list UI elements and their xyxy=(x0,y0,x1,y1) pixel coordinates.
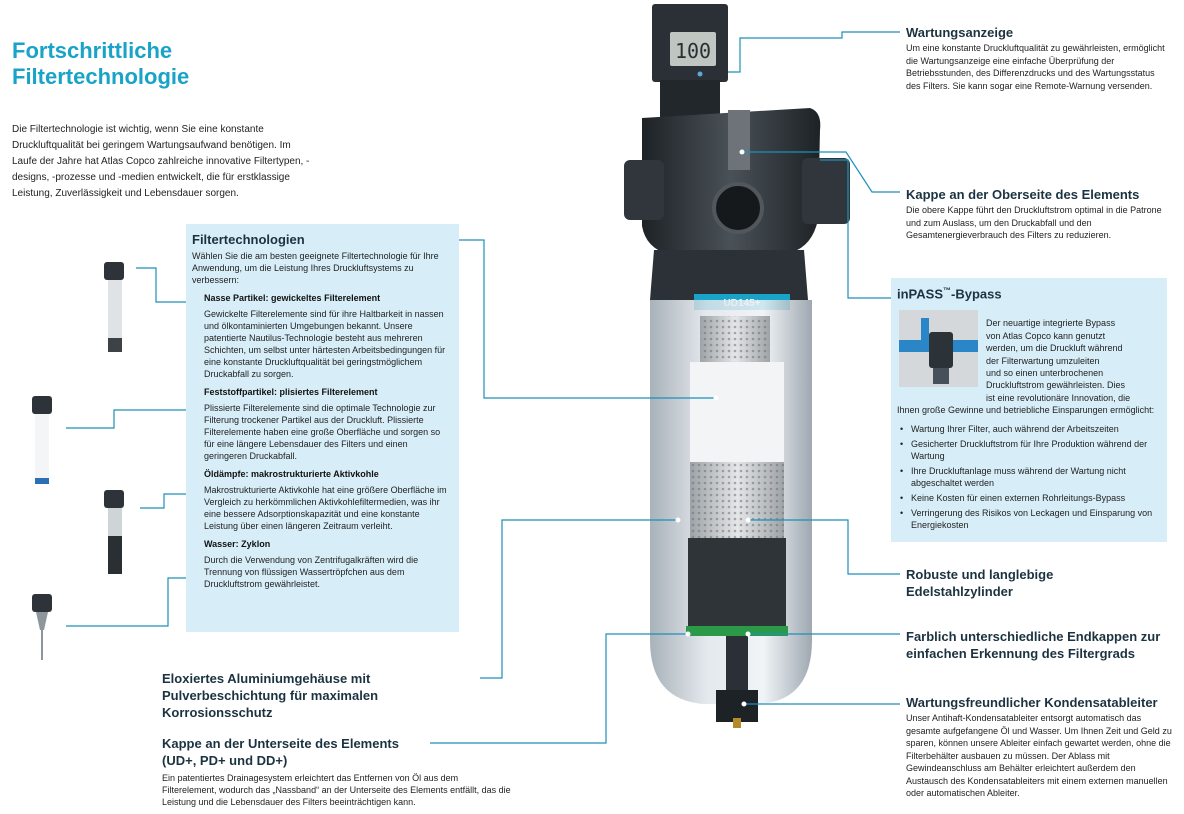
tech-item-title: Öldämpfe: makrostrukturierte Aktivkohle xyxy=(204,469,379,479)
callout-text: Die obere Kappe führt den Druckluftstrom optimal in die Patrone und zum Auslass, um den Druckabfall und den Gesamtenergieverbrauch des Filters zu reduzieren. xyxy=(906,205,1162,240)
callout-bottom-cap xyxy=(162,735,512,808)
tech-item-text: Plissierte Filterelemente sind die optimale Technologie zur Filterung trockener Partikel aus der Druckluft. Plissierte Filterelemente haben eine große Oberfläche und sorgen so für eine längere Lebensdauer des Filters und einen geringeren Druckabfall. xyxy=(204,403,441,461)
condensate-drain xyxy=(716,690,758,722)
callout-text: Unser Antihaft-Kondensatableiter entsorgt automatisch das gesamte aufgefangene Öl und Wasser. Um Ihnen Zeit und Geld zu sparen, können unsere Ableiter einfach gewartet werden, ohne die Filterbehälter ausbauen zu müssen. Der Ablass mit Gewindeanschluss am Behälter erleichtert außerdem den Austausch des Kondensatableiters mit einem externen manuellen oder automatischen Ableiter. xyxy=(906,713,1172,798)
tech-item-text: Durch die Verwendung von Zentrifugalkräften wird die Trennung von flüssigen Wassertröpfchen aus dem Druckluftstrom gewährleistet. xyxy=(204,555,419,589)
callout-title: Wartungsfreundlicher Kondensatableiter xyxy=(906,695,1158,710)
list-item: • Wartung Ihrer Filter, auch während der Arbeitszeiten xyxy=(897,423,1159,435)
tech-item-wrapped xyxy=(192,292,451,380)
tech-item-carbon xyxy=(192,468,451,532)
tech-item-title: Nasse Partikel: gewickeltes Filterelement xyxy=(204,293,381,303)
filter-technologies-panel xyxy=(186,224,459,632)
activated-carbon-layer xyxy=(688,538,786,628)
tech-item-cyclone xyxy=(192,538,451,590)
tech-item-pleated xyxy=(192,386,451,462)
callout-maintenance-indicator xyxy=(906,24,1166,92)
callout-title-line: Edelstahlzylinder xyxy=(906,584,1013,599)
thumb-wrapped-element xyxy=(104,262,124,352)
callout-title: Wartungsanzeige xyxy=(906,25,1014,40)
callout-end-caps xyxy=(906,628,1182,662)
bypass-title: inPASS™-Bypass xyxy=(897,286,1002,302)
callout-title-line: Eloxiertes Aluminiumgehäuse mit xyxy=(162,671,371,686)
list-item: • Ihre Druckluftanlage muss während der Wartung nicht abgeschaltet werden xyxy=(897,465,1159,489)
maintenance-display-value: 100 xyxy=(674,39,712,63)
filter-technologies-intro: Wählen Sie die am besten geeignete Filtertechnologie für Ihre Anwendung, um die Leistung Ihres Druckluftsystems zu verbessern: xyxy=(192,251,439,285)
outlet-port xyxy=(802,158,850,224)
filter-media-wrap xyxy=(690,362,784,462)
tech-item-title: Wasser: Zyklon xyxy=(204,539,271,549)
callout-drain xyxy=(906,694,1178,800)
thumb-cyclone-element xyxy=(32,594,52,660)
callout-title-line: Farblich unterschiedliche Endkappen zur xyxy=(906,629,1161,644)
thumb-carbon-element xyxy=(104,490,124,574)
callout-title-line: Korrosionsschutz xyxy=(162,705,273,720)
thumb-pleated-element xyxy=(32,396,52,484)
callout-top-cap xyxy=(906,186,1168,242)
callout-title-line: Robuste und langlebige xyxy=(906,567,1054,582)
list-item: • Keine Kosten für einen externen Rohrleitungs-Bypass xyxy=(897,492,1159,504)
bypass-benefits-list xyxy=(897,423,1159,531)
callout-text: Um eine konstante Druckluftqualität zu gewährleisten, ermöglicht die Wartungsanzeige eine einfache Überprüfung der Betriebsstunden, des Differenzdrucks und des Wartungsstatus des Filters. Sie kann sogar eine Remote-Warnung versenden. xyxy=(906,43,1165,91)
bypass-photo xyxy=(899,310,978,387)
callout-cylinder xyxy=(906,566,1176,600)
callout-title-line: Pulverbeschichtung für maximalen xyxy=(162,688,379,703)
inlet-port xyxy=(624,160,664,220)
list-item: • Verringerung des Risikos von Leckagen und Einsparung von Energiekosten xyxy=(897,507,1159,531)
tech-item-text: Makrostrukturierte Aktivkohle hat eine größere Oberfläche im Vergleich zu herkömmlichen Aktivkohlefiltermedien, was ihr eine bessere Adsorptionskapazität und eine konstante Leistung über einen längeren Zeitraum verleiht. xyxy=(204,485,447,531)
list-item: • Gesicherter Druckluftstrom für Ihre Produktion während der Wartung xyxy=(897,438,1159,462)
callout-text: Ein patentiertes Drainagesystem erleichtert das Entfernen von Öl aus dem Filterelement, wodurch das „Nassband“ an der Unterseite des Elements entfällt, das die Leistung und die Lebensdauer des Filters beeinträchtigen kann. xyxy=(162,773,511,807)
bypass-intro: Der neuartige integrierte Bypass von Atlas Copco kann genutzt werden, um die Druckluft während der Filterwartung umzuleiten und so einen unterbrochenen Druckluftstrom gewährleisten. Dies ist eine revolutionäre Innovation, die Ihnen große Gewinne und betriebliche Einsparungen ermöglicht: xyxy=(897,318,1155,416)
callout-housing xyxy=(162,670,462,721)
callout-title-line: (UD+, PD+ und DD+) xyxy=(162,753,288,768)
title-line-2: Filtertechnologie xyxy=(12,64,190,89)
bypass-panel xyxy=(891,278,1167,542)
callout-title-line: einfachen Erkennung des Filtergrads xyxy=(906,646,1135,661)
intro-text: Die Filtertechnologie ist wichtig, wenn Sie eine konstante Druckluftqualität bei geringem Wartungsaufwand benötigen. Im Laufe der Jahre hat Atlas Copco zahlreiche innovative Filtertypen, -designs, -prozesse und -medien entwickelt, die für erstklassige Leistung, Zuverlässigkeit und Lebensdauer sorgen. xyxy=(12,124,310,199)
callout-title-line: Kappe an der Unterseite des Elements xyxy=(162,736,399,751)
tech-item-title: Feststoffpartikel: plisiertes Filterelement xyxy=(204,387,378,397)
title-line-1: Fortschrittliche xyxy=(12,38,173,63)
tech-item-text: Gewickelte Filterelemente sind für ihre Haltbarkeit in nassen und ölkontaminierten Umgebungen bekannt. Unsere patentierte Nautilus-Technologie besteht aus mehreren Schichten, um selbst unter härtesten Arbeitsbedingungen für eine konstante Druckluftqualität bei geringstmöglichem Druckabfall zu sorgen. xyxy=(204,309,446,379)
filter-technologies-title: Filtertechnologien xyxy=(192,232,305,247)
callout-title: Kappe an der Oberseite des Elements xyxy=(906,187,1140,202)
